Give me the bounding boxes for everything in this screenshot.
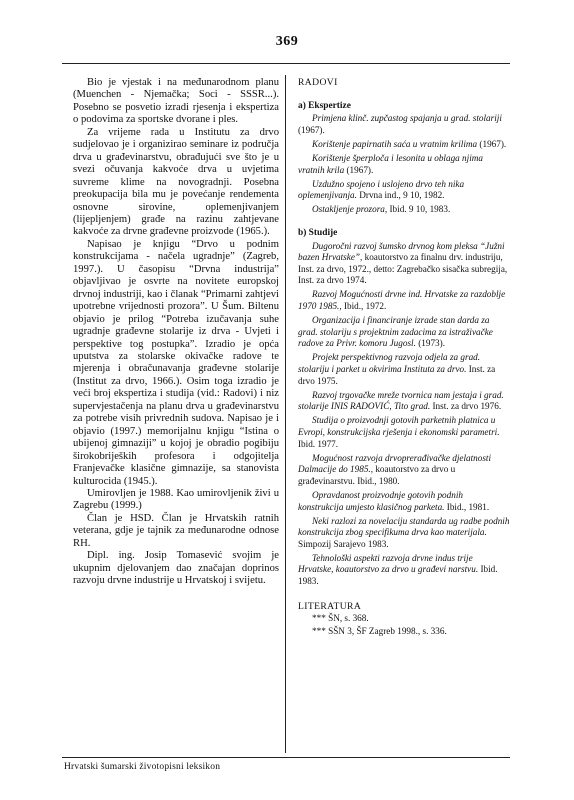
entry-details: koautorstvo za drvo u građevinarstvu. Ibid., 1980. bbox=[298, 464, 456, 486]
entry-details: Ibid., 1972. bbox=[341, 301, 387, 311]
entry-title: Opravdanost proizvodnje gotovih podnih konstrukcija umjesto klasičnog parketa. bbox=[298, 489, 463, 512]
bibliography-entry bbox=[286, 453, 510, 488]
paragraph: Bio je vjestak i na međunarodnom planu (Muenchen - Njemačka; Soci - SSSR...). Posebno se posvetio izradi rjesenja i ekspertiza o podovima za sportske dvorane i ples. bbox=[73, 77, 279, 126]
entry-details: Ibid. 1983. bbox=[298, 564, 498, 587]
entry-title: Razvoj trgovačke mreže tvornica nam jestaja i grad. stolarije INIS RADOVIĆ, Tito grad. bbox=[298, 389, 504, 412]
entry-title: Studija o proizvodnji gotovih parketnih platnica u Evropi, konstrukcijska rješenja i ekonomski parametri. bbox=[298, 415, 500, 437]
literatura-heading: LITERATURA bbox=[298, 600, 362, 612]
studije-list bbox=[298, 241, 510, 588]
bibliography-entry bbox=[286, 352, 510, 387]
entry-title: Organizacija i financiranje izrade stan darda za grad. stolariju s projektnim zadacima za istraživačke radove za Privr. komoru Jugosl. bbox=[298, 315, 493, 349]
page-number: 369 bbox=[275, 34, 299, 49]
paragraph: Umirovljen je 1988. Kao umirovljenik živi u Zagrebu (1999.) bbox=[73, 487, 279, 512]
bibliography-entry bbox=[286, 204, 510, 216]
entry-title: Korištenje šperploča i lesonita u oblaga njima vratnih krila bbox=[298, 152, 483, 175]
bottom-rule bbox=[62, 757, 510, 758]
paragraph: Za vrijeme rada u Institutu za drvo sudjelovao je i organizirao seminare iz područja drva u građevinarstvu, obrađujući sve što je u svezi očuvanja kakvoće drva u uvjetima suvreme klime na novogradnji. Posebna preokupacija bila mu je povećanje rendementa osnovne sirovine, oplemenjivanjem (lijepljenjem) građe na razinu zahtjevane kakvoće za drvne građevne proizvode (1965.). bbox=[73, 126, 279, 238]
entry-title: Korištenje papirnatih saća u vratnim krilima bbox=[312, 138, 478, 149]
left-column bbox=[73, 77, 279, 588]
studije-heading: b) Studije bbox=[298, 227, 338, 238]
top-rule bbox=[62, 63, 510, 64]
bibliography-entry bbox=[286, 139, 510, 151]
column-divider bbox=[285, 75, 286, 753]
bibliography-entry bbox=[286, 553, 510, 588]
entry-title: Neki razlozi za novelaciju standarda ug radbe podnih konstrukcija zbog specifikuma drva kao materijala. bbox=[298, 515, 510, 538]
bibliography-entry bbox=[286, 153, 510, 176]
paragraph: Napisao je knjigu “Drvo u podnim konstrukcijama - načela ugradnje” (Zagreb, 1997.). U časopisu “Drvna industrija” objavljivao je osvrte na novitete europskoj drvnoj industriji, kao i članak “Primarni zahtjevi upotrebne vrijednosti prozora”. U Šum. Biltenu objavio je prilog “Potreba izučavanja suhe ugradnje građevne stolarije iz drva - Uvjeti i perspektive tog postupka”. Izradio je opća uputstva za stolarske okivačke radove te mjerenja i obračunavanja građevne stolarije (Institut za drvo, 1966.). Osim toga izradio je veći broj ekspertiza i studija (vid.: Radovi) i niz supervjestačenja na planu drva u građevinarstvu za potrebe visih privrednih sudova. Napisao je i objavio (1997.) memorijalnu knjigu “Istina o ubijenoj gimnaziji” u kojoj je obradio pogibiju širokobrijeških profesora i odgojitelja Franjevačke klasične gimnazije, sa stanovista kulturocida (1945.). bbox=[73, 238, 279, 487]
ekspertize-list bbox=[298, 113, 510, 216]
entry-details: Inst. za drvo 1976. bbox=[430, 401, 502, 412]
entry-title: Ostakljenje prozora, bbox=[312, 204, 388, 215]
radovi-heading: RADOVI bbox=[298, 77, 338, 88]
bibliography-entry bbox=[286, 179, 510, 202]
entry-details: koautorstvo za finalnu drv. industriju, Inst. za drvo, 1972., detto: Zagrebačko sisačka subregija, Inst. za drvo 1974. bbox=[298, 252, 508, 286]
entry-title: Projekt perspektivnog razvoja odjela za grad. stolariju i parket u okvirima Instituta za drvo. bbox=[298, 352, 481, 374]
bibliography-entry bbox=[286, 289, 510, 312]
right-column bbox=[298, 77, 510, 638]
entry-details: Ibid. 9 10, 1983. bbox=[387, 204, 451, 215]
entry-title: Tehnološki aspekti razvoja drvne indus trije Hrvatske, koautorstvo za drvo u građevi narstvu. bbox=[298, 552, 479, 575]
entry-details: Drvna ind., 9 10, 1982. bbox=[356, 190, 445, 201]
ekspertize-heading: a) Ekspertize bbox=[298, 100, 351, 111]
entry-details: (1973). bbox=[415, 338, 445, 349]
bibliography-entry bbox=[286, 315, 510, 350]
bibliography-entry bbox=[286, 490, 510, 513]
paragraph: Dipl. ing. Josip Tomasević svojim je ukupnim djelovanjem dao značajan doprinos razvoju drvne industrije u Hrvatskoj i svijetu. bbox=[73, 550, 279, 587]
literatura-entry: *** SŠN 3, ŠF Zagreb 1998., s. 336. bbox=[312, 625, 447, 636]
bibliography-entry bbox=[286, 241, 510, 287]
bibliography-entry bbox=[286, 113, 510, 136]
bibliography-entry bbox=[286, 390, 510, 413]
entry-title: Dugoročni razvoj šumsko drvnog kom pleksa “Južni bazen Hrvatske”, bbox=[298, 240, 505, 263]
entry-details: Ibid. 1977. bbox=[298, 438, 339, 449]
entry-title: Primjena klinč. zupčastog spajanja u grad. stolariji bbox=[312, 113, 502, 124]
entry-title: Razvoj Mogućnosti drvne ind. Hrvatske za razdoblje 1970 1985., bbox=[298, 289, 506, 311]
literatura-entry: *** ŠN, s. 368. bbox=[312, 613, 369, 624]
paragraph: Član je HSD. Član je Hrvatskih ratnih veterana, gdje je tajnik za međunarodne odnose RH. bbox=[73, 512, 279, 549]
bibliography-entry bbox=[286, 415, 510, 450]
entry-details: (1967). bbox=[477, 138, 507, 149]
bibliography-entry bbox=[286, 516, 510, 551]
entry-title: Uzdužno spojeno i uslojeno drvo teh nika oplemenjivanja. bbox=[298, 178, 465, 201]
entry-details: Simpozij Sarajevo 1983. bbox=[298, 538, 389, 549]
entry-details: Ibid., 1981. bbox=[444, 501, 490, 512]
entry-details: (1967). bbox=[344, 164, 374, 175]
entry-title: Mogućnost razvoja drvoprerađivačke djelatnosti Dalmacije do 1985., bbox=[298, 452, 492, 475]
entry-details: Inst. za drvo 1975. bbox=[298, 363, 496, 386]
footer-text: Hrvatski šumarski životopisni leksikon bbox=[64, 762, 221, 772]
entry-details: (1967). bbox=[298, 124, 325, 135]
